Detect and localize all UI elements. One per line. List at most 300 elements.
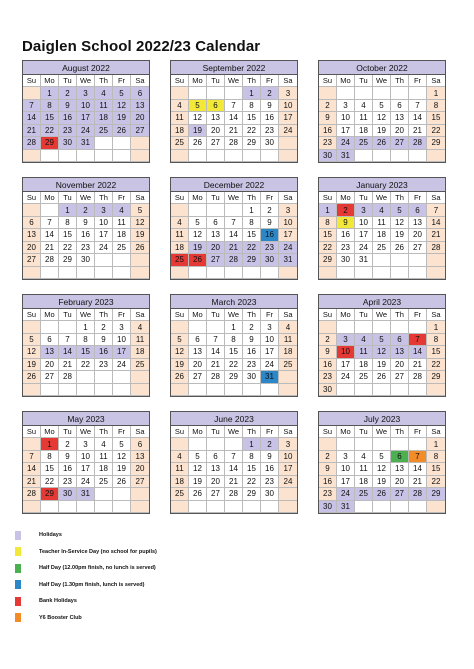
day-cell: 13 — [207, 229, 225, 241]
day-cell: 20 — [131, 112, 149, 124]
day-cell: 29 — [243, 254, 261, 266]
empty-cell — [427, 501, 445, 513]
day-cell: 6 — [41, 334, 59, 346]
day-cell: 2 — [59, 87, 77, 99]
day-cell: 13 — [189, 346, 207, 358]
day-cell: 18 — [279, 346, 297, 358]
day-cell: 7 — [41, 217, 59, 229]
empty-cell — [131, 371, 149, 383]
weekday-header: Fr — [261, 426, 279, 438]
day-cell: 22 — [41, 476, 59, 488]
month-name: May 2023 — [23, 412, 149, 426]
day-cell: 28 — [59, 371, 77, 383]
day-cell: 30 — [319, 501, 337, 513]
day-cell: 18 — [95, 463, 113, 475]
weekday-header: Mo — [41, 309, 59, 321]
empty-cell — [23, 438, 41, 450]
empty-cell — [391, 501, 409, 513]
day-cell: 4 — [355, 100, 373, 112]
empty-cell — [391, 384, 409, 396]
empty-cell — [41, 384, 59, 396]
day-cell: 16 — [337, 229, 355, 241]
day-cell: 24 — [337, 371, 355, 383]
weekday-header: Th — [391, 192, 409, 204]
empty-cell — [171, 87, 189, 99]
day-cell: 22 — [59, 242, 77, 254]
day-cell: 23 — [261, 242, 279, 254]
day-cell: 2 — [59, 438, 77, 450]
empty-cell — [207, 87, 225, 99]
day-cell: 16 — [319, 476, 337, 488]
weekday-header: Fr — [113, 426, 131, 438]
day-cell: 14 — [225, 112, 243, 124]
empty-cell — [131, 488, 149, 500]
empty-cell — [319, 321, 337, 333]
day-cell: 31 — [337, 150, 355, 162]
weekday-header: We — [77, 75, 95, 87]
empty-cell — [131, 254, 149, 266]
day-cell: 7 — [23, 100, 41, 112]
day-cell: 31 — [279, 254, 297, 266]
day-cell: 7 — [409, 334, 427, 346]
day-cell: 1 — [243, 204, 261, 216]
day-cell: 14 — [23, 112, 41, 124]
day-cell: 18 — [355, 359, 373, 371]
day-cell: 31 — [77, 137, 95, 149]
day-cell: 6 — [207, 100, 225, 112]
legend-label: Bank Holidays — [39, 598, 77, 605]
day-cell: 7 — [207, 334, 225, 346]
empty-cell — [225, 384, 243, 396]
day-cell: 9 — [59, 451, 77, 463]
day-cell: 12 — [189, 229, 207, 241]
day-cell: 1 — [427, 321, 445, 333]
day-cell: 26 — [391, 242, 409, 254]
day-cell: 22 — [243, 242, 261, 254]
day-cell: 21 — [41, 242, 59, 254]
weekday-header: Fr — [113, 192, 131, 204]
empty-cell — [373, 501, 391, 513]
weekday-header: Sa — [131, 309, 149, 321]
day-cell: 14 — [207, 346, 225, 358]
empty-cell — [409, 501, 427, 513]
day-cell: 29 — [41, 488, 59, 500]
day-cell: 19 — [189, 476, 207, 488]
weekday-header: Fr — [261, 192, 279, 204]
day-cell: 22 — [243, 476, 261, 488]
day-cell: 2 — [261, 204, 279, 216]
weekday-header: We — [77, 309, 95, 321]
weekday-header: We — [373, 192, 391, 204]
day-cell: 20 — [189, 359, 207, 371]
empty-cell — [77, 267, 95, 279]
day-cell: 16 — [59, 112, 77, 124]
weekday-header: Tu — [59, 426, 77, 438]
empty-cell — [113, 501, 131, 513]
day-cell: 29 — [319, 254, 337, 266]
day-cell: 31 — [337, 501, 355, 513]
day-cell: 4 — [171, 217, 189, 229]
day-cell: 20 — [391, 476, 409, 488]
empty-cell — [207, 438, 225, 450]
day-cell: 3 — [279, 87, 297, 99]
month-calendar — [318, 177, 446, 280]
day-cell: 16 — [59, 463, 77, 475]
empty-cell — [77, 150, 95, 162]
day-cell: 11 — [373, 217, 391, 229]
day-cell: 27 — [391, 488, 409, 500]
weekday-header: Tu — [207, 309, 225, 321]
legend-swatch — [15, 564, 21, 573]
month-calendar — [170, 411, 298, 514]
day-cell: 3 — [95, 204, 113, 216]
weekday-header: Tu — [355, 192, 373, 204]
weekday-header: We — [225, 426, 243, 438]
empty-cell — [225, 438, 243, 450]
weekday-header: Fr — [113, 75, 131, 87]
day-cell: 28 — [207, 371, 225, 383]
empty-cell — [409, 321, 427, 333]
day-cell: 30 — [77, 254, 95, 266]
day-cell: 2 — [319, 334, 337, 346]
empty-cell — [355, 321, 373, 333]
empty-cell — [373, 384, 391, 396]
month-row — [22, 411, 446, 514]
empty-cell — [23, 384, 41, 396]
weekday-header: Fr — [113, 309, 131, 321]
weekday-header: Su — [319, 426, 337, 438]
legend-swatch — [15, 547, 21, 556]
day-cell: 7 — [225, 100, 243, 112]
day-cell: 18 — [95, 112, 113, 124]
empty-cell — [23, 150, 41, 162]
day-cell: 6 — [23, 217, 41, 229]
empty-cell — [279, 371, 297, 383]
month-name: January 2023 — [319, 178, 445, 192]
day-cell: 27 — [207, 137, 225, 149]
legend-swatch — [15, 613, 21, 622]
day-cell: 29 — [427, 137, 445, 149]
day-cell: 21 — [23, 476, 41, 488]
day-cell: 21 — [409, 476, 427, 488]
empty-cell — [41, 501, 59, 513]
day-cell: 25 — [355, 137, 373, 149]
weekday-header: Sa — [279, 309, 297, 321]
legend-item — [15, 610, 157, 627]
day-cell: 9 — [319, 346, 337, 358]
day-cell: 13 — [391, 346, 409, 358]
empty-cell — [391, 150, 409, 162]
day-cell: 27 — [391, 137, 409, 149]
month-calendar — [170, 177, 298, 280]
day-cell: 16 — [261, 112, 279, 124]
month-name: November 2022 — [23, 178, 149, 192]
weekday-header: Tu — [207, 75, 225, 87]
month-calendar — [170, 60, 298, 163]
day-cell: 12 — [113, 100, 131, 112]
empty-cell — [391, 267, 409, 279]
day-cell: 26 — [189, 254, 207, 266]
empty-cell — [373, 150, 391, 162]
empty-cell — [279, 384, 297, 396]
day-cell: 7 — [427, 204, 445, 216]
legend-swatch — [15, 597, 21, 606]
weekday-header: Su — [171, 75, 189, 87]
day-cell: 30 — [261, 137, 279, 149]
day-cell: 15 — [243, 112, 261, 124]
day-cell: 11 — [131, 334, 149, 346]
day-cell: 28 — [41, 254, 59, 266]
empty-cell — [355, 150, 373, 162]
empty-cell — [95, 137, 113, 149]
weekday-header: Th — [391, 426, 409, 438]
weekday-header: Tu — [355, 426, 373, 438]
day-cell: 12 — [23, 346, 41, 358]
day-cell: 25 — [171, 137, 189, 149]
weekday-header: Fr — [409, 192, 427, 204]
empty-cell — [225, 267, 243, 279]
day-cell: 23 — [319, 371, 337, 383]
weekday-header: Tu — [59, 309, 77, 321]
day-cell: 17 — [261, 346, 279, 358]
empty-cell — [373, 321, 391, 333]
day-cell: 16 — [319, 125, 337, 137]
day-cell: 17 — [355, 229, 373, 241]
day-cell: 25 — [355, 488, 373, 500]
day-cell: 20 — [41, 359, 59, 371]
weekday-header: Sa — [131, 192, 149, 204]
weekday-header: Su — [171, 309, 189, 321]
empty-cell — [355, 87, 373, 99]
weekday-header: Sa — [427, 192, 445, 204]
empty-cell — [23, 321, 41, 333]
empty-cell — [189, 384, 207, 396]
day-cell: 11 — [95, 100, 113, 112]
empty-cell — [279, 267, 297, 279]
day-cell: 5 — [23, 334, 41, 346]
day-cell: 30 — [243, 371, 261, 383]
weekday-header: Tu — [207, 426, 225, 438]
day-cell: 11 — [279, 334, 297, 346]
day-cell: 13 — [207, 112, 225, 124]
month-calendar — [22, 177, 150, 280]
day-cell: 22 — [41, 125, 59, 137]
empty-cell — [207, 321, 225, 333]
weekday-header: Mo — [189, 192, 207, 204]
day-cell: 2 — [261, 438, 279, 450]
day-cell: 28 — [23, 488, 41, 500]
month-calendar — [22, 411, 150, 514]
empty-cell — [41, 321, 59, 333]
day-cell: 6 — [207, 451, 225, 463]
month-row — [22, 60, 446, 163]
day-cell: 14 — [59, 346, 77, 358]
day-cell: 21 — [225, 476, 243, 488]
empty-cell — [23, 501, 41, 513]
day-cell: 13 — [131, 451, 149, 463]
month-calendar — [318, 60, 446, 163]
day-cell: 18 — [373, 229, 391, 241]
day-cell: 31 — [77, 488, 95, 500]
empty-cell — [261, 150, 279, 162]
day-cell: 25 — [95, 476, 113, 488]
day-cell: 25 — [373, 242, 391, 254]
day-cell: 2 — [319, 100, 337, 112]
day-cell: 10 — [261, 334, 279, 346]
day-cell: 1 — [41, 87, 59, 99]
day-cell: 26 — [189, 137, 207, 149]
day-cell: 23 — [59, 125, 77, 137]
day-cell: 17 — [279, 463, 297, 475]
weekday-header: Tu — [355, 75, 373, 87]
empty-cell — [59, 384, 77, 396]
weekday-header: Mo — [41, 75, 59, 87]
day-cell: 17 — [77, 463, 95, 475]
empty-cell — [95, 501, 113, 513]
empty-cell — [207, 204, 225, 216]
day-cell: 31 — [261, 371, 279, 383]
day-cell: 24 — [337, 137, 355, 149]
day-cell: 8 — [243, 100, 261, 112]
day-cell: 15 — [319, 229, 337, 241]
weekday-header: Sa — [427, 309, 445, 321]
day-cell: 3 — [261, 321, 279, 333]
empty-cell — [77, 371, 95, 383]
empty-cell — [207, 384, 225, 396]
day-cell: 8 — [243, 451, 261, 463]
empty-cell — [113, 137, 131, 149]
day-cell: 4 — [95, 438, 113, 450]
day-cell: 15 — [243, 229, 261, 241]
weekday-header: We — [225, 192, 243, 204]
weekday-header: We — [373, 309, 391, 321]
day-cell: 24 — [355, 242, 373, 254]
empty-cell — [319, 267, 337, 279]
day-cell: 9 — [261, 100, 279, 112]
weekday-header: We — [373, 75, 391, 87]
empty-cell — [373, 254, 391, 266]
legend-label: Holidays — [39, 532, 62, 539]
day-cell: 4 — [355, 334, 373, 346]
day-cell: 1 — [243, 87, 261, 99]
day-cell: 30 — [319, 150, 337, 162]
legend-label: Half Day (12.00pm finish, no lunch is served) — [39, 565, 156, 572]
day-cell: 7 — [59, 334, 77, 346]
day-cell: 28 — [427, 242, 445, 254]
day-cell: 27 — [189, 371, 207, 383]
empty-cell — [189, 150, 207, 162]
day-cell: 21 — [409, 125, 427, 137]
day-cell: 8 — [41, 100, 59, 112]
day-cell: 26 — [373, 488, 391, 500]
empty-cell — [225, 204, 243, 216]
day-cell: 31 — [355, 254, 373, 266]
day-cell: 26 — [373, 371, 391, 383]
day-cell: 23 — [337, 242, 355, 254]
day-cell: 28 — [225, 254, 243, 266]
day-cell: 5 — [171, 334, 189, 346]
day-cell: 1 — [59, 204, 77, 216]
empty-cell — [355, 501, 373, 513]
empty-cell — [189, 267, 207, 279]
empty-cell — [409, 438, 427, 450]
empty-cell — [189, 501, 207, 513]
empty-cell — [207, 501, 225, 513]
day-cell: 8 — [225, 334, 243, 346]
empty-cell — [113, 267, 131, 279]
day-cell: 15 — [243, 463, 261, 475]
day-cell: 30 — [261, 488, 279, 500]
day-cell: 25 — [171, 488, 189, 500]
month-name: June 2023 — [171, 412, 297, 426]
day-cell: 18 — [171, 125, 189, 137]
day-cell: 9 — [261, 217, 279, 229]
weekday-header: Sa — [427, 426, 445, 438]
empty-cell — [427, 384, 445, 396]
empty-cell — [337, 384, 355, 396]
day-cell: 5 — [373, 100, 391, 112]
day-cell: 24 — [77, 476, 95, 488]
legend-label: Half Day (1.30pm finish, lunch is served) — [39, 581, 145, 588]
day-cell: 16 — [261, 463, 279, 475]
weekday-header: Su — [319, 192, 337, 204]
day-cell: 1 — [427, 438, 445, 450]
day-cell: 1 — [243, 438, 261, 450]
empty-cell — [279, 488, 297, 500]
day-cell: 4 — [373, 204, 391, 216]
day-cell: 12 — [373, 463, 391, 475]
day-cell: 7 — [225, 217, 243, 229]
weekday-header: Sa — [279, 75, 297, 87]
day-cell: 6 — [409, 204, 427, 216]
weekday-header: Sa — [427, 75, 445, 87]
empty-cell — [113, 488, 131, 500]
empty-cell — [409, 254, 427, 266]
day-cell: 22 — [319, 242, 337, 254]
day-cell: 20 — [207, 125, 225, 137]
empty-cell — [427, 254, 445, 266]
day-cell: 4 — [171, 100, 189, 112]
day-cell: 4 — [113, 204, 131, 216]
day-cell: 30 — [337, 254, 355, 266]
day-cell: 4 — [95, 87, 113, 99]
day-cell: 24 — [261, 359, 279, 371]
day-cell: 20 — [207, 476, 225, 488]
day-cell: 6 — [189, 334, 207, 346]
day-cell: 3 — [77, 438, 95, 450]
day-cell: 21 — [409, 359, 427, 371]
day-cell: 8 — [427, 334, 445, 346]
day-cell: 8 — [41, 451, 59, 463]
weekday-header: Fr — [409, 75, 427, 87]
empty-cell — [59, 501, 77, 513]
empty-cell — [337, 438, 355, 450]
empty-cell — [171, 204, 189, 216]
weekday-header: Th — [95, 426, 113, 438]
day-cell: 9 — [77, 217, 95, 229]
empty-cell — [355, 438, 373, 450]
weekday-header: Su — [23, 309, 41, 321]
day-cell: 12 — [373, 112, 391, 124]
day-cell: 10 — [279, 451, 297, 463]
empty-cell — [391, 438, 409, 450]
month-name: October 2022 — [319, 61, 445, 75]
day-cell: 2 — [337, 204, 355, 216]
calendar-grid — [22, 60, 446, 528]
day-cell: 6 — [391, 451, 409, 463]
day-cell: 4 — [355, 451, 373, 463]
weekday-header: Sa — [131, 75, 149, 87]
